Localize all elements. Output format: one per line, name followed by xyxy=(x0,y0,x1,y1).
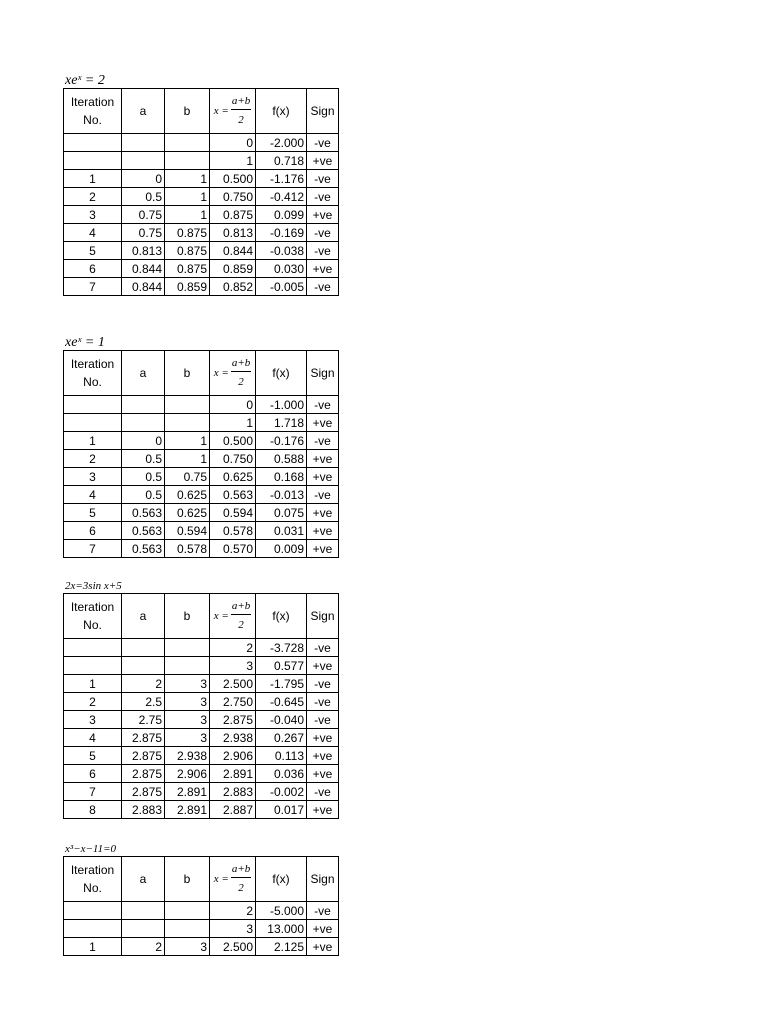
header-row xyxy=(64,351,339,396)
sign-cell: +ve xyxy=(307,801,339,819)
iteration-cell: 4 xyxy=(64,486,122,504)
b-cell xyxy=(165,134,210,152)
midpoint-formula xyxy=(214,358,252,388)
fx-cell: -1.176 xyxy=(256,170,307,188)
formula-numerator: a+b xyxy=(231,96,251,110)
iteration-cell: 2 xyxy=(64,693,122,711)
header-a: a xyxy=(122,89,165,134)
a-cell: 2 xyxy=(122,938,165,956)
b-cell: 2.891 xyxy=(165,801,210,819)
b-cell: 2.938 xyxy=(165,747,210,765)
b-cell: 3 xyxy=(165,938,210,956)
fx-cell: -0.169 xyxy=(256,224,307,242)
x-cell: 2.750 xyxy=(210,693,256,711)
b-cell xyxy=(165,902,210,920)
x-cell: 3 xyxy=(210,920,256,938)
iteration-cell: 3 xyxy=(64,468,122,486)
fx-cell: -0.038 xyxy=(256,242,307,260)
x-cell: 0.875 xyxy=(210,206,256,224)
header-sign: Sign xyxy=(307,351,339,396)
fx-cell: 0.009 xyxy=(256,540,307,558)
a-cell: 0 xyxy=(122,432,165,450)
iteration-cell: 3 xyxy=(64,711,122,729)
fx-cell: -1.000 xyxy=(256,396,307,414)
header-iteration: Iteration No. xyxy=(64,594,122,639)
sign-cell: +ve xyxy=(307,729,339,747)
formula-lhs: x = xyxy=(213,873,229,885)
b-cell: 1 xyxy=(165,206,210,224)
header-b: b xyxy=(165,857,210,902)
a-cell: 2.75 xyxy=(122,711,165,729)
iteration-cell: 2 xyxy=(64,188,122,206)
a-cell: 2.875 xyxy=(122,747,165,765)
table-row xyxy=(64,693,339,711)
sign-cell: +ve xyxy=(307,414,339,432)
iteration-cell xyxy=(64,920,122,938)
sign-cell: -ve xyxy=(307,902,339,920)
header-b: b xyxy=(165,594,210,639)
midpoint-formula xyxy=(214,864,252,894)
a-cell: 0.5 xyxy=(122,468,165,486)
fx-cell: 0.718 xyxy=(256,152,307,170)
header-b: b xyxy=(165,351,210,396)
x-cell: 0 xyxy=(210,134,256,152)
bisection-table xyxy=(63,593,339,819)
equation-label: xeˣ = 1 xyxy=(65,335,105,350)
b-cell: 2.891 xyxy=(165,783,210,801)
formula-denominator: 2 xyxy=(238,114,244,126)
table-row xyxy=(64,639,339,657)
table-row xyxy=(64,206,339,224)
header-x-formula xyxy=(210,594,256,639)
iteration-cell: 4 xyxy=(64,729,122,747)
sign-cell: -ve xyxy=(307,278,339,296)
table-row xyxy=(64,414,339,432)
b-cell: 3 xyxy=(165,693,210,711)
iteration-cell xyxy=(64,639,122,657)
equation-label: xeˣ = 2 xyxy=(65,73,105,88)
sign-cell: -ve xyxy=(307,711,339,729)
table-row xyxy=(64,783,339,801)
b-cell xyxy=(165,396,210,414)
formula-numerator: a+b xyxy=(231,358,251,372)
x-cell: 0.563 xyxy=(210,486,256,504)
sign-cell: +ve xyxy=(307,540,339,558)
x-cell: 2.500 xyxy=(210,675,256,693)
table-row xyxy=(64,224,339,242)
table-row xyxy=(64,170,339,188)
a-cell: 2.875 xyxy=(122,729,165,747)
sign-cell: +ve xyxy=(307,206,339,224)
x-cell: 2.500 xyxy=(210,938,256,956)
a-cell: 0.5 xyxy=(122,450,165,468)
fx-cell: 0.577 xyxy=(256,657,307,675)
a-cell xyxy=(122,902,165,920)
sign-cell: -ve xyxy=(307,396,339,414)
header-sign: Sign xyxy=(307,594,339,639)
x-cell: 0.859 xyxy=(210,260,256,278)
sign-cell: +ve xyxy=(307,657,339,675)
b-cell xyxy=(165,657,210,675)
sign-cell: +ve xyxy=(307,747,339,765)
x-cell: 0.625 xyxy=(210,468,256,486)
b-cell: 3 xyxy=(165,675,210,693)
sign-cell: +ve xyxy=(307,920,339,938)
fx-cell: -0.040 xyxy=(256,711,307,729)
b-cell: 2.906 xyxy=(165,765,210,783)
a-cell xyxy=(122,414,165,432)
x-cell: 0.578 xyxy=(210,522,256,540)
header-fx: f(x) xyxy=(256,857,307,902)
fx-cell: 1.718 xyxy=(256,414,307,432)
fx-cell: -2.000 xyxy=(256,134,307,152)
iteration-cell: 1 xyxy=(64,170,122,188)
header-a: a xyxy=(122,351,165,396)
header-x-formula xyxy=(210,857,256,902)
table-row xyxy=(64,504,339,522)
a-cell: 0.75 xyxy=(122,224,165,242)
b-cell: 0.875 xyxy=(165,260,210,278)
iteration-cell: 1 xyxy=(64,432,122,450)
x-cell: 0.852 xyxy=(210,278,256,296)
x-cell: 2.891 xyxy=(210,765,256,783)
table-row xyxy=(64,920,339,938)
iteration-cell: 3 xyxy=(64,206,122,224)
a-cell xyxy=(122,152,165,170)
table-row xyxy=(64,396,339,414)
a-cell: 0.75 xyxy=(122,206,165,224)
a-cell: 0.844 xyxy=(122,278,165,296)
a-cell: 0.563 xyxy=(122,504,165,522)
fx-cell: -1.795 xyxy=(256,675,307,693)
sign-cell: -ve xyxy=(307,693,339,711)
x-cell: 0.500 xyxy=(210,170,256,188)
a-cell: 0.5 xyxy=(122,486,165,504)
sign-cell: +ve xyxy=(307,765,339,783)
x-cell: 0.813 xyxy=(210,224,256,242)
b-cell: 0.859 xyxy=(165,278,210,296)
table-row xyxy=(64,188,339,206)
x-cell: 2.887 xyxy=(210,801,256,819)
table-row xyxy=(64,152,339,170)
sign-cell: -ve xyxy=(307,242,339,260)
equation-label: 2x=3sin x+5 xyxy=(65,580,122,592)
b-cell: 1 xyxy=(165,170,210,188)
header-row xyxy=(64,594,339,639)
iteration-cell: 4 xyxy=(64,224,122,242)
b-cell: 1 xyxy=(165,188,210,206)
table-row xyxy=(64,657,339,675)
table-row xyxy=(64,747,339,765)
sign-cell: -ve xyxy=(307,432,339,450)
sign-cell: -ve xyxy=(307,224,339,242)
iteration-cell: 5 xyxy=(64,747,122,765)
a-cell xyxy=(122,396,165,414)
header-a: a xyxy=(122,857,165,902)
header-x-formula xyxy=(210,351,256,396)
table-row xyxy=(64,540,339,558)
header-row xyxy=(64,89,339,134)
fx-cell: 0.036 xyxy=(256,765,307,783)
formula-numerator: a+b xyxy=(231,601,251,615)
iteration-cell: 1 xyxy=(64,938,122,956)
x-cell: 0.500 xyxy=(210,432,256,450)
fx-cell: 0.588 xyxy=(256,450,307,468)
b-cell: 1 xyxy=(165,432,210,450)
sign-cell: +ve xyxy=(307,450,339,468)
header-x-formula xyxy=(210,89,256,134)
b-cell: 3 xyxy=(165,729,210,747)
table-row xyxy=(64,278,339,296)
a-cell: 0.844 xyxy=(122,260,165,278)
iteration-cell: 6 xyxy=(64,522,122,540)
a-cell xyxy=(122,134,165,152)
header-row xyxy=(64,857,339,902)
table-row xyxy=(64,765,339,783)
equation-label: x³−x−11=0 xyxy=(65,843,117,855)
table-block-4 xyxy=(63,842,339,956)
b-cell xyxy=(165,920,210,938)
b-cell xyxy=(165,639,210,657)
formula-lhs: x = xyxy=(213,610,229,622)
fx-cell: 0.168 xyxy=(256,468,307,486)
table-row xyxy=(64,938,339,956)
iteration-cell: 7 xyxy=(64,783,122,801)
fx-cell: -5.000 xyxy=(256,902,307,920)
iteration-cell: 6 xyxy=(64,260,122,278)
b-cell: 0.75 xyxy=(165,468,210,486)
fx-cell: 0.017 xyxy=(256,801,307,819)
header-iteration: Iteration No. xyxy=(64,857,122,902)
x-cell: 2.906 xyxy=(210,747,256,765)
table-row xyxy=(64,242,339,260)
b-cell: 1 xyxy=(165,450,210,468)
a-cell: 2.875 xyxy=(122,783,165,801)
header-b: b xyxy=(165,89,210,134)
iteration-cell: 1 xyxy=(64,675,122,693)
a-cell xyxy=(122,639,165,657)
header-fx: f(x) xyxy=(256,594,307,639)
x-cell: 2 xyxy=(210,639,256,657)
table-row xyxy=(64,675,339,693)
fx-cell: 0.267 xyxy=(256,729,307,747)
bisection-table xyxy=(63,856,339,956)
x-cell: 0 xyxy=(210,396,256,414)
x-cell: 2.883 xyxy=(210,783,256,801)
x-cell: 2.938 xyxy=(210,729,256,747)
sign-cell: +ve xyxy=(307,152,339,170)
a-cell: 2.5 xyxy=(122,693,165,711)
formula-denominator: 2 xyxy=(238,882,244,894)
a-cell: 0.5 xyxy=(122,188,165,206)
table-block-2 xyxy=(63,336,339,558)
fx-cell: -3.728 xyxy=(256,639,307,657)
a-cell: 0.563 xyxy=(122,540,165,558)
formula-lhs: x = xyxy=(213,105,229,117)
midpoint-formula xyxy=(214,601,252,631)
header-iteration: Iteration No. xyxy=(64,351,122,396)
a-cell xyxy=(122,657,165,675)
formula-lhs: x = xyxy=(213,367,229,379)
b-cell xyxy=(165,152,210,170)
sign-cell: +ve xyxy=(307,260,339,278)
fx-cell: -0.412 xyxy=(256,188,307,206)
a-cell: 2 xyxy=(122,675,165,693)
fx-cell: -0.013 xyxy=(256,486,307,504)
iteration-cell xyxy=(64,414,122,432)
b-cell: 0.625 xyxy=(165,504,210,522)
iteration-cell xyxy=(64,657,122,675)
sign-cell: -ve xyxy=(307,170,339,188)
sign-cell: -ve xyxy=(307,188,339,206)
table-block-3 xyxy=(63,579,339,819)
table-row xyxy=(64,729,339,747)
x-cell: 0.844 xyxy=(210,242,256,260)
fx-cell: 2.125 xyxy=(256,938,307,956)
sign-cell: -ve xyxy=(307,486,339,504)
table-row xyxy=(64,902,339,920)
header-fx: f(x) xyxy=(256,89,307,134)
sign-cell: -ve xyxy=(307,639,339,657)
fx-cell: -0.176 xyxy=(256,432,307,450)
a-cell: 2.875 xyxy=(122,765,165,783)
sign-cell: +ve xyxy=(307,468,339,486)
fx-cell: -0.645 xyxy=(256,693,307,711)
a-cell: 0 xyxy=(122,170,165,188)
sign-cell: +ve xyxy=(307,938,339,956)
table-row xyxy=(64,486,339,504)
x-cell: 3 xyxy=(210,657,256,675)
x-cell: 0.750 xyxy=(210,188,256,206)
sign-cell: +ve xyxy=(307,504,339,522)
iteration-cell: 2 xyxy=(64,450,122,468)
header-sign: Sign xyxy=(307,89,339,134)
sign-cell: +ve xyxy=(307,522,339,540)
midpoint-formula xyxy=(214,96,252,126)
table-row xyxy=(64,468,339,486)
x-cell: 2.875 xyxy=(210,711,256,729)
header-fx: f(x) xyxy=(256,351,307,396)
bisection-table xyxy=(63,88,339,296)
formula-numerator: a+b xyxy=(231,864,251,878)
x-cell: 1 xyxy=(210,152,256,170)
fx-cell: -0.005 xyxy=(256,278,307,296)
b-cell: 0.875 xyxy=(165,242,210,260)
a-cell xyxy=(122,920,165,938)
b-cell: 0.875 xyxy=(165,224,210,242)
b-cell: 3 xyxy=(165,711,210,729)
a-cell: 0.813 xyxy=(122,242,165,260)
table-row xyxy=(64,260,339,278)
table-row xyxy=(64,522,339,540)
header-a: a xyxy=(122,594,165,639)
fx-cell: 13.000 xyxy=(256,920,307,938)
a-cell: 0.563 xyxy=(122,522,165,540)
iteration-cell xyxy=(64,134,122,152)
fx-cell: 0.030 xyxy=(256,260,307,278)
table-row xyxy=(64,711,339,729)
iteration-cell: 6 xyxy=(64,765,122,783)
b-cell xyxy=(165,414,210,432)
b-cell: 0.578 xyxy=(165,540,210,558)
table-row xyxy=(64,801,339,819)
table-row xyxy=(64,134,339,152)
b-cell: 0.594 xyxy=(165,522,210,540)
table-row xyxy=(64,432,339,450)
formula-denominator: 2 xyxy=(238,619,244,631)
sign-cell: -ve xyxy=(307,134,339,152)
a-cell: 2.883 xyxy=(122,801,165,819)
table-row xyxy=(64,450,339,468)
bisection-table xyxy=(63,350,339,558)
x-cell: 0.570 xyxy=(210,540,256,558)
sign-cell: -ve xyxy=(307,675,339,693)
x-cell: 0.750 xyxy=(210,450,256,468)
fx-cell: 0.031 xyxy=(256,522,307,540)
iteration-cell xyxy=(64,396,122,414)
b-cell: 0.625 xyxy=(165,486,210,504)
sign-cell: -ve xyxy=(307,783,339,801)
x-cell: 2 xyxy=(210,902,256,920)
header-sign: Sign xyxy=(307,857,339,902)
header-iteration: Iteration No. xyxy=(64,89,122,134)
x-cell: 0.594 xyxy=(210,504,256,522)
iteration-cell: 7 xyxy=(64,540,122,558)
fx-cell: 0.075 xyxy=(256,504,307,522)
iteration-cell: 5 xyxy=(64,504,122,522)
iteration-cell xyxy=(64,152,122,170)
iteration-cell: 8 xyxy=(64,801,122,819)
table-block-1 xyxy=(63,74,339,296)
iteration-cell: 7 xyxy=(64,278,122,296)
fx-cell: -0.002 xyxy=(256,783,307,801)
formula-denominator: 2 xyxy=(238,376,244,388)
x-cell: 1 xyxy=(210,414,256,432)
fx-cell: 0.113 xyxy=(256,747,307,765)
fx-cell: 0.099 xyxy=(256,206,307,224)
iteration-cell: 5 xyxy=(64,242,122,260)
iteration-cell xyxy=(64,902,122,920)
